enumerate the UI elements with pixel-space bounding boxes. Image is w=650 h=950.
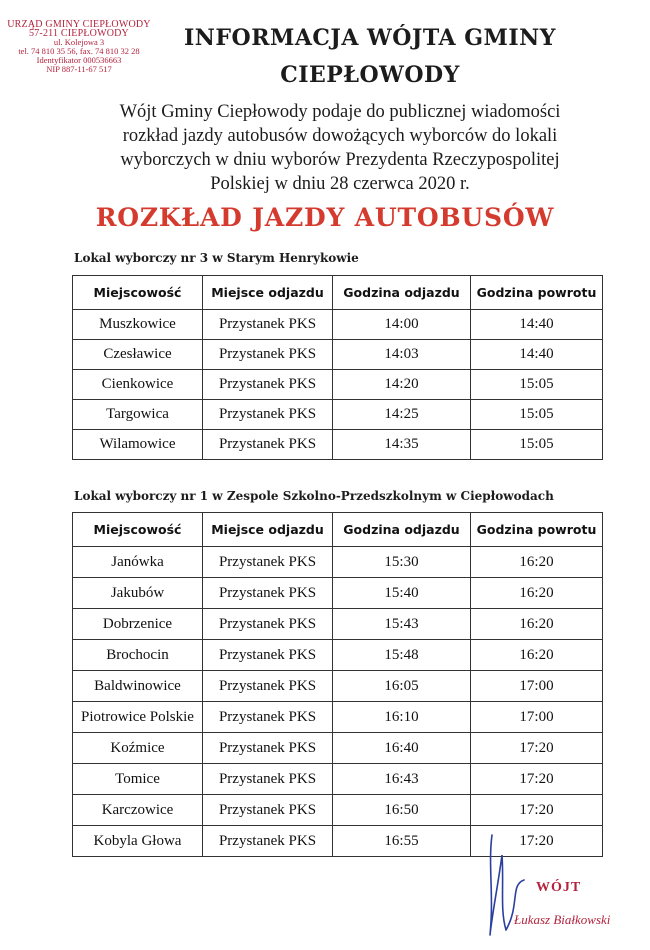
departure-time-cell: 15:30: [333, 547, 471, 578]
stamp-line: ul. Kolejowa 3: [53, 37, 105, 47]
departure-time-cell: 16:50: [333, 795, 471, 826]
return-time-cell: 15:05: [471, 430, 603, 460]
intro-line: Wójt Gminy Ciepłowody podaje do publicznej wiadomości: [119, 102, 561, 122]
return-time-cell: 14:40: [471, 310, 603, 340]
return-time-cell: 16:20: [471, 547, 603, 578]
return-time-cell: 14:40: [471, 340, 603, 370]
departure-time-cell: 15:48: [333, 640, 471, 671]
signature-title: WÓJT: [536, 880, 582, 895]
departure-time-cell: 14:25: [333, 400, 471, 430]
intro-paragraph: [70, 100, 610, 196]
intro-line: Polskiej w dniu 28 czerwca 2020 r.: [210, 174, 470, 194]
table-row: [73, 640, 603, 671]
town-cell: Cienkowice: [73, 370, 203, 400]
table-row: [73, 340, 603, 370]
signature-name: Łukasz Białkowski: [514, 912, 611, 927]
return-time-cell: 16:20: [471, 640, 603, 671]
table-row: [73, 547, 603, 578]
column-header-return-time: Godzina powrotu: [471, 276, 603, 310]
table-header-row: [73, 513, 603, 547]
departure-place-cell: Przystanek PKS: [203, 430, 333, 460]
table-row: [73, 795, 603, 826]
table-header-row: [73, 276, 603, 310]
table-row: [73, 671, 603, 702]
stamp-line: tel. 74 810 35 56, fax. 74 810 32 28: [18, 46, 140, 56]
return-time-cell: 16:20: [471, 578, 603, 609]
town-cell: Baldwinowice: [73, 671, 203, 702]
return-time-cell: 17:20: [471, 764, 603, 795]
town-cell: Czesławice: [73, 340, 203, 370]
town-cell: Targowica: [73, 400, 203, 430]
departure-place-cell: Przystanek PKS: [203, 702, 333, 733]
table-row: [73, 430, 603, 460]
return-time-cell: 15:05: [471, 370, 603, 400]
column-header-return-time: Godzina powrotu: [471, 513, 603, 547]
departure-place-cell: Przystanek PKS: [203, 640, 333, 671]
table-row: [73, 578, 603, 609]
departure-place-cell: Przystanek PKS: [203, 764, 333, 795]
departure-place-cell: Przystanek PKS: [203, 578, 333, 609]
departure-place-cell: Przystanek PKS: [203, 733, 333, 764]
town-cell: Brochocin: [73, 640, 203, 671]
column-header-town: Miejscowość: [73, 276, 203, 310]
town-cell: Koźmice: [73, 733, 203, 764]
return-time-cell: 17:00: [471, 671, 603, 702]
table-row: [73, 609, 603, 640]
column-header-departure-place: Miejsce odjazdu: [203, 513, 333, 547]
section-1-label: Lokal wyborczy nr 3 w Starym Henrykowie: [74, 251, 359, 265]
town-cell: Jakubów: [73, 578, 203, 609]
departure-time-cell: 16:43: [333, 764, 471, 795]
departure-time-cell: 16:40: [333, 733, 471, 764]
departure-place-cell: Przystanek PKS: [203, 310, 333, 340]
table-row: [73, 400, 603, 430]
column-header-departure-time: Godzina odjazdu: [333, 513, 471, 547]
page-title-line-2: CIEPŁOWODY: [280, 62, 460, 88]
return-time-cell: 15:05: [471, 400, 603, 430]
stamp-line: Identyfikator 000536663: [36, 55, 122, 65]
return-time-cell: 17:20: [471, 733, 603, 764]
departure-place-cell: Przystanek PKS: [203, 547, 333, 578]
intro-line: wyborczych w dniu wyborów Prezydenta Rzeczypospolitej: [120, 150, 560, 170]
departure-time-cell: 14:35: [333, 430, 471, 460]
stamp-line: URZĄD GMINY CIEPŁOWODY: [7, 19, 151, 30]
section-2-label: Lokal wyborczy nr 1 w Zespole Szkolno-Przedszkolnym w Ciepłowodach: [74, 489, 554, 503]
departure-time-cell: 14:00: [333, 310, 471, 340]
town-cell: Piotrowice Polskie: [73, 702, 203, 733]
departure-time-cell: 16:10: [333, 702, 471, 733]
departure-place-cell: Przystanek PKS: [203, 340, 333, 370]
stamp-line: NIP 887-11-67 517: [46, 64, 112, 74]
town-cell: Tomice: [73, 764, 203, 795]
column-header-town: Miejscowość: [73, 513, 203, 547]
departure-time-cell: 16:55: [333, 826, 471, 857]
intro-line: rozkład jazdy autobusów dowożących wyborców do lokali: [122, 126, 558, 146]
return-time-cell: 17:20: [471, 826, 603, 857]
table-row: [73, 370, 603, 400]
schedule-headline: ROZKŁAD JAZDY AUTOBUSÓW: [95, 203, 555, 232]
departure-time-cell: 14:20: [333, 370, 471, 400]
departure-time-cell: 15:43: [333, 609, 471, 640]
return-time-cell: 17:00: [471, 702, 603, 733]
town-cell: Kobyla Głowa: [73, 826, 203, 857]
departure-time-cell: 16:05: [333, 671, 471, 702]
return-time-cell: 17:20: [471, 795, 603, 826]
table-row: [73, 310, 603, 340]
town-cell: Wilamowice: [73, 430, 203, 460]
stamp-line: 57-211 CIEPŁOWODY: [29, 28, 129, 39]
column-header-departure-time: Godzina odjazdu: [333, 276, 471, 310]
town-cell: Karczowice: [73, 795, 203, 826]
schedule-table-1: [72, 275, 603, 460]
departure-place-cell: Przystanek PKS: [203, 795, 333, 826]
departure-place-cell: Przystanek PKS: [203, 400, 333, 430]
table-row: [73, 733, 603, 764]
page-title-line-1: INFORMACJA WÓJTA GMINY: [184, 25, 556, 51]
departure-place-cell: Przystanek PKS: [203, 609, 333, 640]
departure-time-cell: 15:40: [333, 578, 471, 609]
table-row: [73, 764, 603, 795]
departure-time-cell: 14:03: [333, 340, 471, 370]
town-cell: Dobrzenice: [73, 609, 203, 640]
table-row: [73, 702, 603, 733]
schedule-table-2: [72, 512, 603, 857]
return-time-cell: 16:20: [471, 609, 603, 640]
town-cell: Janówka: [73, 547, 203, 578]
town-cell: Muszkowice: [73, 310, 203, 340]
departure-place-cell: Przystanek PKS: [203, 370, 333, 400]
departure-place-cell: Przystanek PKS: [203, 826, 333, 857]
column-header-departure-place: Miejsce odjazdu: [203, 276, 333, 310]
departure-place-cell: Przystanek PKS: [203, 671, 333, 702]
